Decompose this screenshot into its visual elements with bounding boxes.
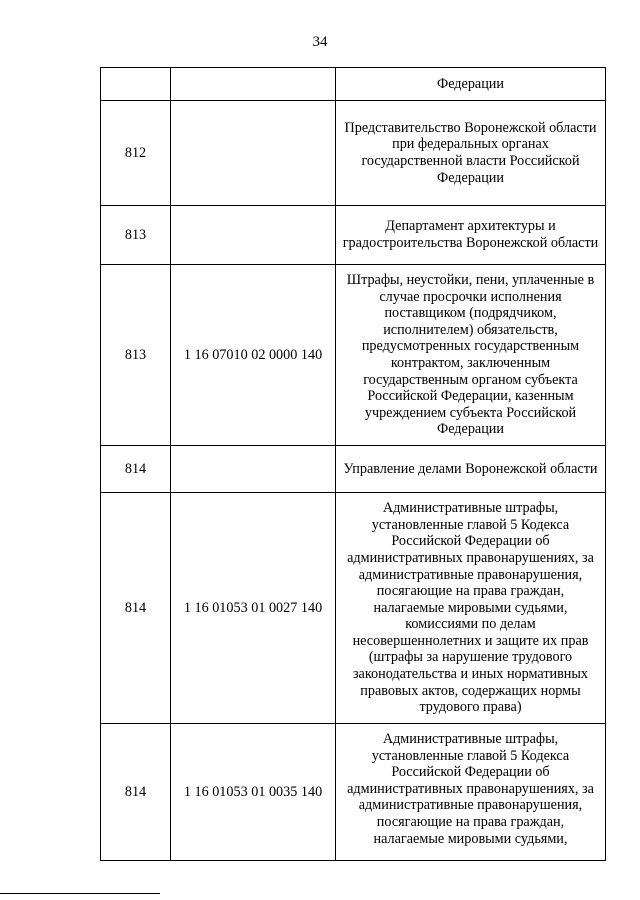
footnote-separator (0, 893, 160, 894)
name-cell: Административные штрафы, установленные главой 5 Кодекса Российской Федерации об административных правонарушениях, за административные правонарушения, посягающие на права граждан, налагаемые мировыми судьями, комиссиями по делам несовершеннолетних и защите их прав (штрафы за нарушение трудового законодательства и иных нормативных правовых актов, содержащих нормы трудового права) (336, 493, 606, 724)
admin-code-cell: 813 (101, 206, 171, 265)
budget-code-cell (171, 206, 336, 265)
name-cell: Департамент архитектуры и градостроительства Воронежской области (336, 206, 606, 265)
table-row (101, 101, 606, 206)
admin-code-cell: 814 (101, 446, 171, 493)
admin-code-cell: 812 (101, 101, 171, 206)
name-cell: Федерации (336, 68, 606, 101)
table-row (101, 446, 606, 493)
budget-code-cell (171, 101, 336, 206)
name-cell: Штрафы, неустойки, пени, уплаченные в случае просрочки исполнения поставщиком (подрядчиком, исполнителем) обязательств, предусмотренных государственным контрактом, заключенным государственным органом субъекта Российской Федерации, казенным учреждением субъекта Российской Федерации (336, 265, 606, 446)
admin-code-cell: 814 (101, 493, 171, 724)
admin-code-cell (101, 68, 171, 101)
name-cell: Управление делами Воронежской области (336, 446, 606, 493)
table-row (101, 493, 606, 724)
table-row (101, 265, 606, 446)
table-row (101, 724, 606, 861)
name-cell: Административные штрафы, установленные главой 5 Кодекса Российской Федерации об административных правонарушениях, за административные правонарушения, посягающие на права граждан, налагаемые мировыми судьями, (336, 724, 606, 861)
budget-code-cell: 1 16 01053 01 0035 140 (171, 724, 336, 861)
admin-code-cell: 813 (101, 265, 171, 446)
budget-code-cell (171, 68, 336, 101)
page-number: 34 (312, 34, 328, 50)
budget-classification-table (100, 67, 606, 861)
budget-code-cell (171, 446, 336, 493)
name-cell: Представительство Воронежской области при федеральных органах государственной власти Российской Федерации (336, 101, 606, 206)
table-row (101, 206, 606, 265)
budget-code-cell: 1 16 07010 02 0000 140 (171, 265, 336, 446)
table-row (101, 68, 606, 101)
budget-code-cell: 1 16 01053 01 0027 140 (171, 493, 336, 724)
admin-code-cell: 814 (101, 724, 171, 861)
